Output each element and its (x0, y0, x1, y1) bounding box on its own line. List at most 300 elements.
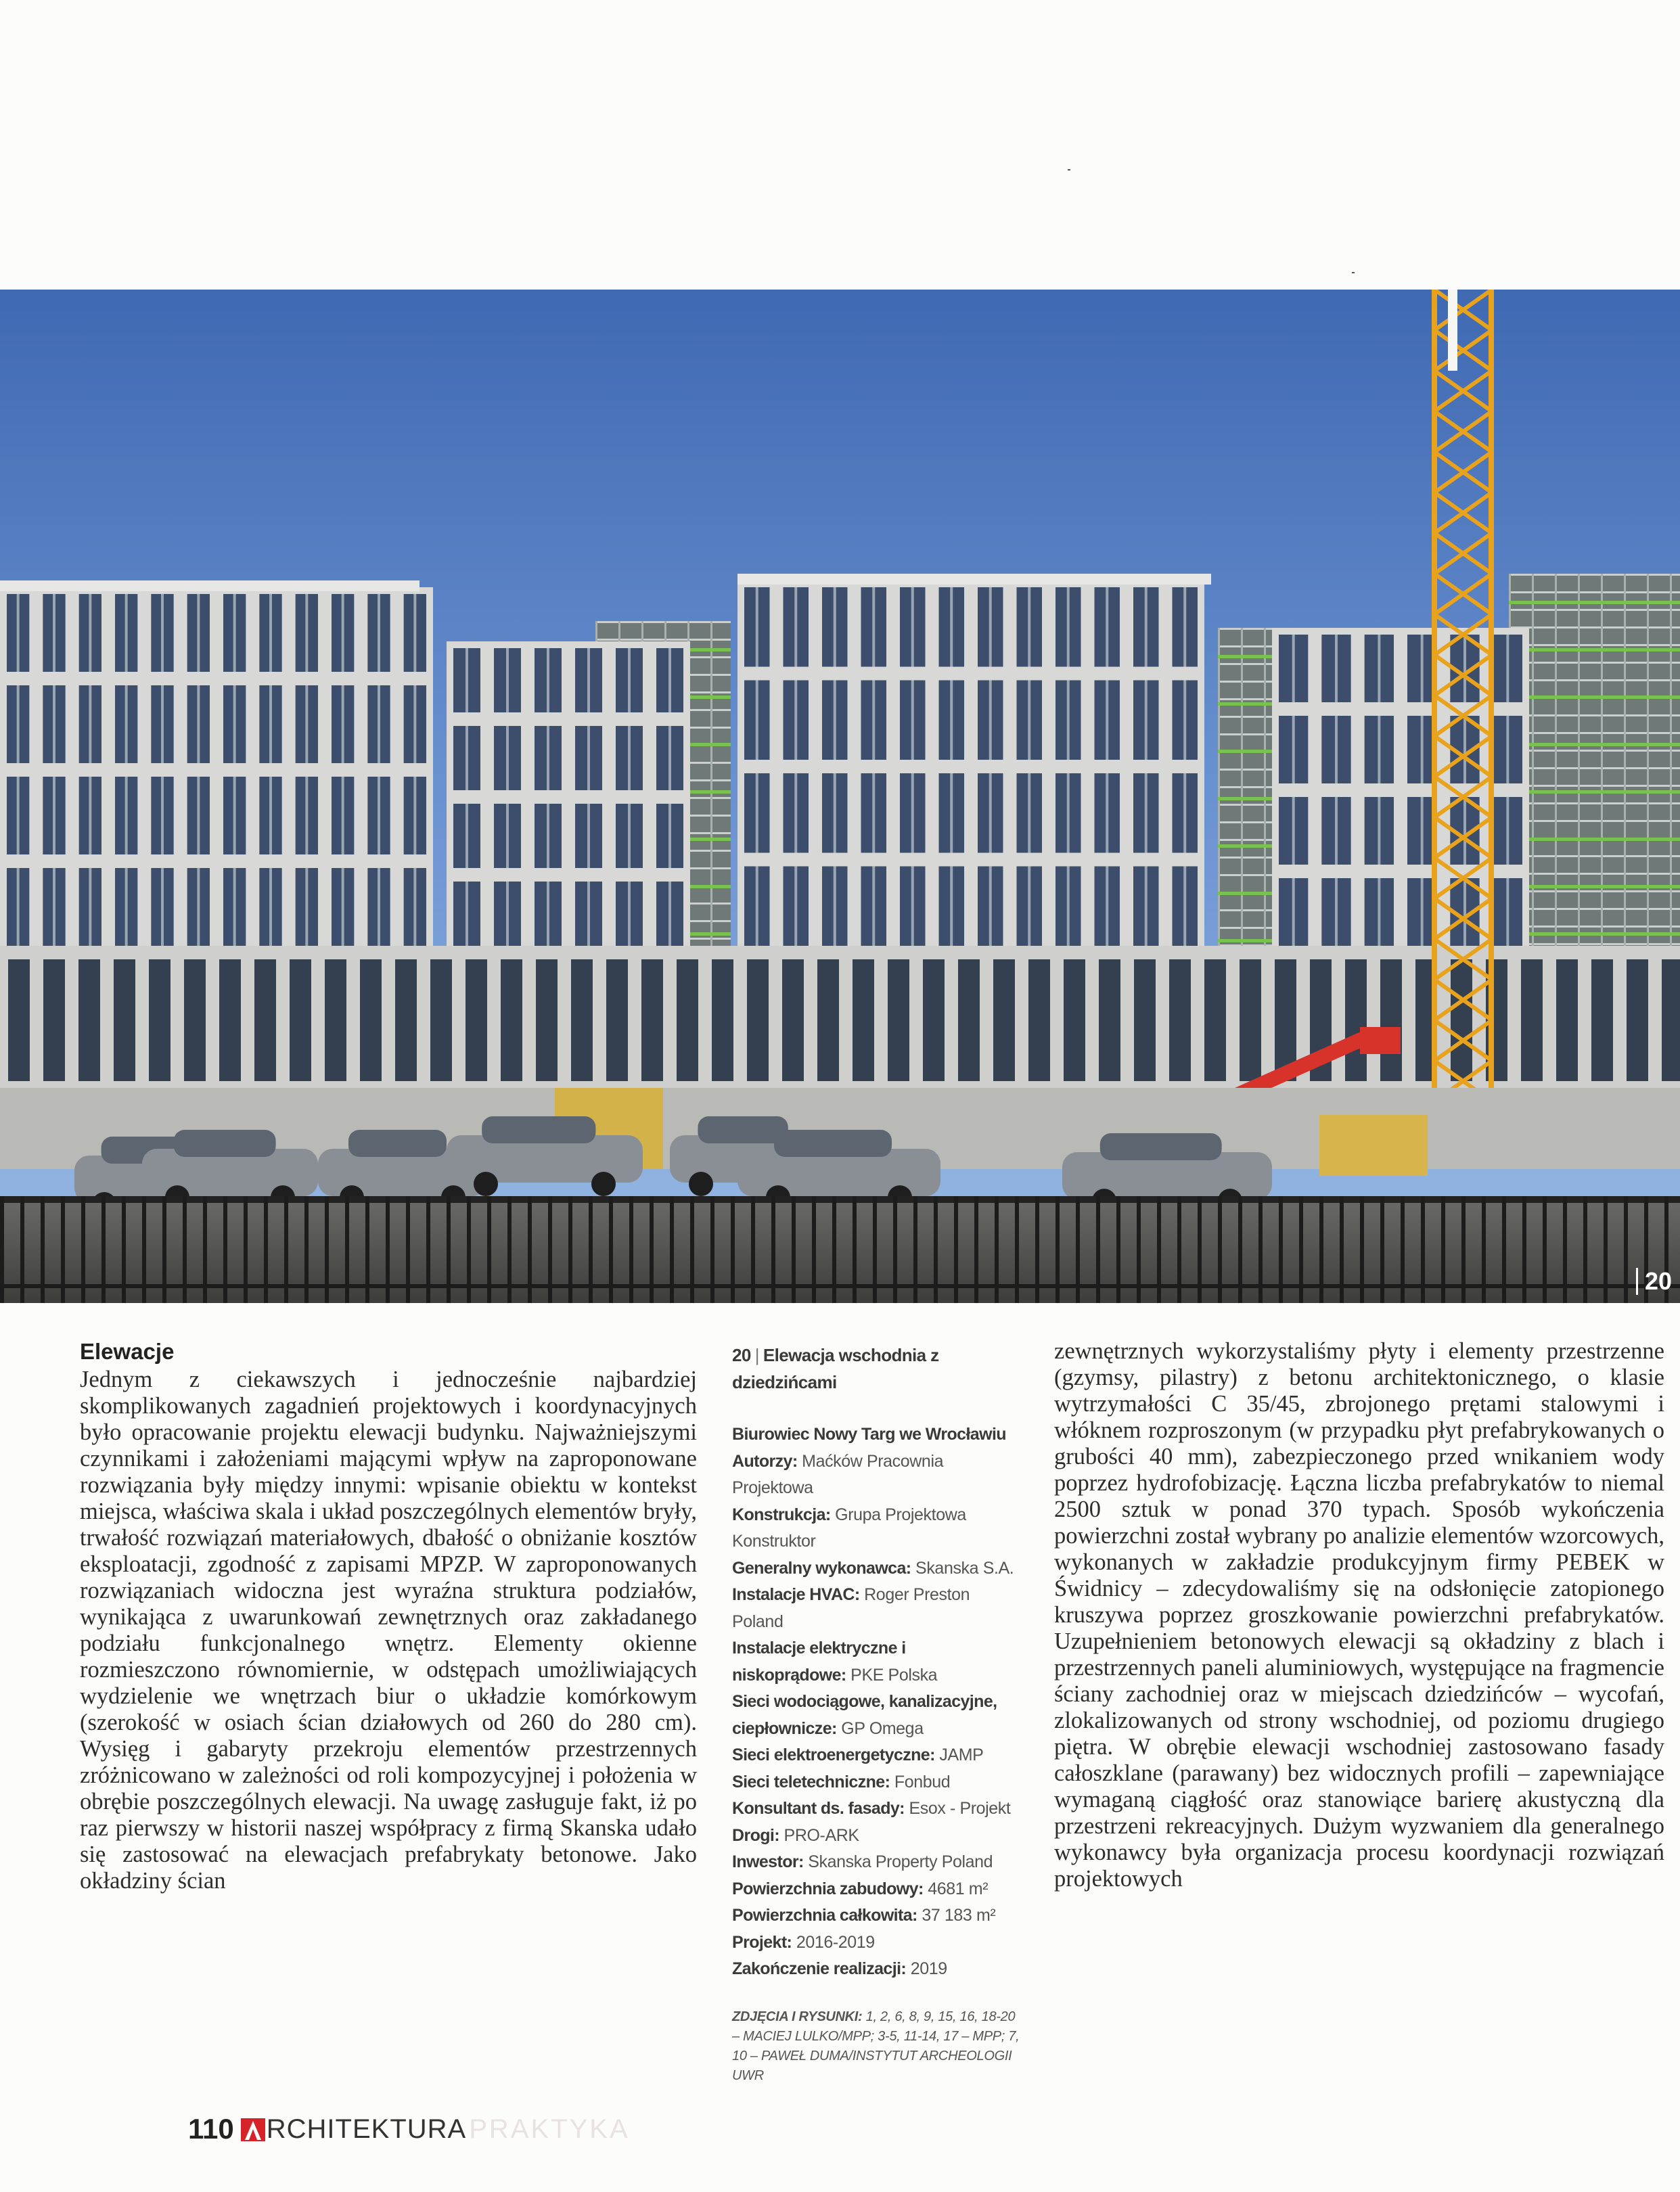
mullion (378, 777, 380, 854)
ground-window (1134, 959, 1156, 1081)
caption-heading (732, 1342, 1023, 1396)
mullion (1421, 797, 1424, 865)
magazine-section: PRAKTYKA (469, 2114, 630, 2144)
mullion (587, 648, 590, 712)
mullion (53, 685, 55, 763)
safety-net (1509, 790, 1680, 794)
mullion (1421, 716, 1424, 783)
ground-window (1099, 959, 1120, 1081)
mullion (233, 777, 236, 854)
magazine-logo-icon (241, 2117, 265, 2141)
photo-number: 20 (1636, 1268, 1672, 1295)
ground-window (993, 959, 1015, 1081)
mullion (53, 594, 55, 672)
scaffold-deck (1509, 785, 1680, 787)
mullion (89, 868, 91, 946)
credit-key: Drogi: (732, 1825, 779, 1845)
mullion (756, 867, 758, 946)
mullion (305, 685, 308, 763)
mullion (17, 777, 20, 854)
mullion (305, 594, 308, 672)
mullion (378, 868, 380, 946)
mullion (269, 685, 272, 763)
mullion (1028, 681, 1030, 760)
scaffold-deck (1509, 574, 1680, 576)
safety-net (1509, 885, 1680, 888)
scaffold-deck (1509, 820, 1680, 822)
mullion (1067, 773, 1070, 853)
ground-window (501, 959, 522, 1081)
ground-window (1556, 959, 1578, 1081)
mullion (1028, 867, 1030, 946)
photo-credits-text: 1, 2, 6, 8, 9, 15, 16, 18-20 – MACIEJ LULKO/MPP; 3-5, 11-14, 17 – MPP; 7, 10 – PAWEŁ DUMA/INSTYTUT ARCHEOLOGII UWR (732, 2009, 1020, 2083)
mullion (53, 777, 55, 854)
mullion (89, 594, 91, 672)
ground-window (1204, 959, 1226, 1081)
article-paragraph: Jednym z ciekawszych i jednocześnie najbardziej skomplikowanych zagadnień projektowych i koordynacyjnych było opracowanie projektu elewacji budynku. Najważniejszymi czynnikami i założeniami mającymi wpływ na zaproponowane rozwiązania były między innymi: wpisanie obiektu w kontekst miejsca, właściwa skala i układ poszczególnych elementów bryły, trwałość rozwiązań materiałowych, dbałość o obniżanie kosztów eksploatacji, zgodność z zapisami MPZP. W zaproponowanych rozwiązaniach widoczna jest wyraźna struktura podziałów, wynikająca z uwarunkowań zewnętrznych oraz zakładanego podziału funkcjonalnego wnętrz. Elementy okienne rozmieszczono równomiernie, w odstępach umożliwiających wydzielenie we wnętrzach biur o układzie komórkowym (szerokość w osiach ścian działowych od 260 do 280 cm). Wysięg i gabaryty przekroju elementów przestrzennych zróżnicowano w zależności od roli kompozycyjnej i położenia w obrębie poszczególnych elewacji. Na uwagę zasługuje fakt, iż po raz pierwszy w historii naszej współpracy z firmą Skanska udało się zastosować na elewacjach prefabrykaty betonowe. Jako okładziny ścian (80, 1367, 697, 1894)
mullion (1183, 867, 1186, 946)
scaffold-post (1241, 628, 1243, 953)
scaffold-deck (1509, 926, 1680, 928)
mullion (1145, 773, 1148, 853)
credit-value: 2016-2019 (792, 1932, 875, 1952)
credit-item (732, 1902, 1023, 1930)
credit-item (732, 1769, 1023, 1796)
ground-window (430, 959, 452, 1081)
scaffold-deck (1509, 591, 1680, 593)
mullion (547, 726, 549, 790)
credit-key: Powierzchnia zabudowy: (732, 1879, 924, 1898)
scaffold-post (1601, 574, 1603, 953)
ground-window (853, 959, 874, 1081)
mullion (161, 777, 164, 854)
caption-label: Elewacja wschodnia z dziedzińcami (732, 1345, 939, 1392)
scaffold-post (1218, 628, 1220, 953)
mullion (911, 773, 914, 853)
scaffold-deck (1509, 714, 1680, 716)
building-facade (0, 574, 1680, 1088)
mullion (466, 648, 468, 712)
mullion (342, 868, 344, 946)
ground-window (149, 959, 171, 1081)
credit-item (732, 1742, 1023, 1769)
credit-key: Powierzchnia całkowita: (732, 1906, 917, 1925)
mullion (378, 685, 380, 763)
safety-net (1509, 601, 1680, 604)
mullion (342, 685, 344, 763)
mullion (1335, 797, 1338, 865)
ground-window (958, 959, 980, 1081)
mullion (834, 867, 836, 946)
credit-item (732, 1796, 1023, 1823)
credit-value: 37 183 m² (917, 1906, 996, 1925)
mullion (950, 587, 953, 667)
mullion (1106, 587, 1108, 667)
mullion (17, 868, 20, 946)
scaffold-post (1578, 574, 1580, 953)
ground-window (219, 959, 241, 1081)
mullion (1106, 867, 1108, 946)
article-column-3 (1054, 1338, 1664, 1892)
photo-caption (732, 1342, 1023, 2086)
mullion (413, 777, 416, 854)
credit-item (732, 1635, 1023, 1689)
mullion (1292, 878, 1295, 946)
mullion (1067, 587, 1070, 667)
ground-window (78, 959, 100, 1081)
mullion (413, 685, 416, 763)
credit-key: Konstrukcja: (732, 1505, 831, 1524)
credit-key: Konsultant ds. fasady: (732, 1799, 905, 1818)
mullion (756, 587, 758, 667)
mullion (1463, 878, 1466, 946)
credit-value: JAMP (934, 1745, 984, 1764)
credit-item (732, 1582, 1023, 1635)
mullion (547, 804, 549, 868)
mullion (17, 594, 20, 672)
mullion (1183, 773, 1186, 853)
mullion (466, 726, 468, 790)
ground-window (571, 959, 593, 1081)
scaffold-deck (1509, 750, 1680, 752)
credit-value: Fonbud (890, 1772, 951, 1791)
mullion (587, 726, 590, 790)
ground-window (712, 959, 733, 1081)
mullion (1463, 797, 1466, 865)
scaffold-post (1624, 574, 1626, 953)
mullion (668, 726, 671, 790)
scaffold-post (1264, 628, 1266, 953)
mullion (547, 882, 549, 946)
magazine-name: RCHITEKTURA (266, 2114, 467, 2144)
mullion (506, 726, 509, 790)
mullion (17, 685, 20, 763)
ground-window (8, 959, 30, 1081)
ground-window (254, 959, 276, 1081)
mullion (89, 777, 91, 854)
mullion (1145, 681, 1148, 760)
mullion (233, 868, 236, 946)
mullion (911, 587, 914, 667)
mullion (1145, 587, 1148, 667)
credit-key: Generalny wykonawca: (732, 1558, 911, 1578)
mullion (834, 773, 836, 853)
mullion (950, 773, 953, 853)
mullion (668, 882, 671, 946)
scaffold-deck (1509, 644, 1680, 646)
mullion (378, 594, 380, 672)
scaffold-deck (1509, 626, 1680, 629)
mullion (1506, 716, 1509, 783)
ground-window (1028, 959, 1050, 1081)
mullion (989, 587, 992, 667)
mullion (506, 882, 509, 946)
ground-window (817, 959, 839, 1081)
mullion (1292, 716, 1295, 783)
mullion (1463, 635, 1466, 702)
mullion (989, 681, 992, 760)
mullion (1292, 635, 1295, 702)
credit-item (732, 1823, 1023, 1850)
scaffold-deck (1509, 679, 1680, 681)
mullion (668, 804, 671, 868)
scaffold-deck (1509, 732, 1680, 734)
ground-window (395, 959, 417, 1081)
mullion (342, 777, 344, 854)
mullion (1378, 878, 1380, 946)
credit-value: Roger Preston Poland (732, 1585, 970, 1631)
safety-net (1509, 695, 1680, 699)
ground-window (1064, 959, 1085, 1081)
credit-item (732, 1448, 1023, 1502)
scaffold-post (710, 621, 712, 953)
mullion (628, 804, 631, 868)
credit-value: PRO-ARK (779, 1825, 859, 1845)
caption-separator: | (754, 1345, 759, 1365)
mullion (1292, 797, 1295, 865)
ground-window (184, 959, 206, 1081)
credit-value: Skanska S.A. (911, 1558, 1014, 1578)
scan-speck (1068, 169, 1070, 170)
credit-key: Sieci elektroenergetyczne: (732, 1745, 935, 1764)
mullion (1463, 716, 1466, 783)
safety-net (1509, 743, 1680, 746)
mullion (269, 594, 272, 672)
ground-window (1380, 959, 1402, 1081)
scaffold-post (1555, 574, 1557, 953)
ground-window (114, 959, 135, 1081)
mullion (1506, 635, 1509, 702)
credit-key: Autorzy: (732, 1451, 798, 1471)
photo-credits-label: ZDJĘCIA I RYSUNKI: (732, 2009, 863, 2024)
credit-item (732, 1956, 1023, 1983)
credit-item (732, 1502, 1023, 1555)
mullion (756, 773, 758, 853)
mullion (305, 868, 308, 946)
mullion (1067, 867, 1070, 946)
ground-window (466, 959, 487, 1081)
credit-value: 2019 (906, 1959, 947, 1978)
ground-window (923, 959, 945, 1081)
mullion (125, 777, 128, 854)
mullion (197, 594, 200, 672)
mullion (1335, 716, 1338, 783)
mullion (466, 882, 468, 946)
ground-window (1521, 959, 1543, 1081)
credit-value: GP Omega (836, 1718, 924, 1738)
mullion (506, 804, 509, 868)
credit-key: Sieci wodociągowe, kanalizacyjne, ciepłownicze: (732, 1692, 997, 1738)
mullion (911, 867, 914, 946)
mullion (794, 773, 797, 853)
mullion (1378, 797, 1380, 865)
ground-window (606, 959, 628, 1081)
building-photo (0, 290, 1680, 1303)
mullion (628, 726, 631, 790)
page-footer (188, 2112, 630, 2146)
cornice (737, 574, 1211, 585)
ground-window (888, 959, 909, 1081)
mullion (1106, 681, 1108, 760)
scaffold-deck (1509, 767, 1680, 769)
mullion (1421, 878, 1424, 946)
mullion (233, 594, 236, 672)
cornice (0, 580, 419, 591)
credit-value: 4681 m² (923, 1879, 989, 1898)
scaffold-post (1647, 574, 1649, 953)
mullion (989, 867, 992, 946)
mullion (53, 868, 55, 946)
mullion (161, 685, 164, 763)
mullion (1145, 867, 1148, 946)
ground-window (536, 959, 558, 1081)
mullion (1335, 878, 1338, 946)
mullion (834, 587, 836, 667)
credit-value: Skanska Property Poland (803, 1852, 993, 1871)
mullion (794, 681, 797, 760)
credit-key: Projekt: (732, 1932, 792, 1952)
credit-value: PKE Polska (846, 1665, 938, 1685)
credit-key: Instalacje HVAC: (732, 1585, 860, 1604)
ground-window (782, 959, 804, 1081)
mullion (989, 773, 992, 853)
photo-credits (732, 2007, 1023, 2086)
mullion (547, 648, 549, 712)
mullion (668, 648, 671, 712)
credit-item (732, 1689, 1023, 1742)
mullion (269, 777, 272, 854)
mullion (587, 804, 590, 868)
mullion (872, 587, 875, 667)
ground-window (1240, 959, 1261, 1081)
project-title: Biurowiec Nowy Targ we Wrocławiu (732, 1425, 1006, 1444)
mullion (342, 594, 344, 672)
article-column-1 (80, 1338, 697, 1894)
mullion (125, 685, 128, 763)
scaffold-deck (1509, 908, 1680, 910)
mullion (911, 681, 914, 760)
ground-window (1345, 959, 1367, 1081)
mullion (1028, 587, 1030, 667)
facade-block (447, 641, 690, 953)
mullion (161, 594, 164, 672)
mullion (872, 773, 875, 853)
ground-window (1169, 959, 1191, 1081)
scaffold-deck (1509, 943, 1680, 945)
mullion (413, 868, 416, 946)
mullion (756, 681, 758, 760)
article-paragraph: zewnętrznych wykorzystaliśmy płyty i elementy przestrzenne (gzymsy, pilastry) z betonu architektonicznego, o klasie wytrzymałości C 35/45, zbrojonego prętami stalowymi i włóknem rozproszonym (w przypadku płyt prefabrykowanych o grubości 40 mm), zabezpieczonego przed wnikaniem wody poprzez hydrofobizację. Łączna liczba prefabrykatów to niemal 2500 sztuk w ponad 370 typach. Sposób wykończenia powierzchni został wybrany po analizie elementów wzorcowych, wykonanych w zakładzie produkcyjnym firmy PEBEK w Świdnicy – zdecydowaliśmy się na odsłonięcie zatopionego kruszywa poprzez groszkowanie powierzchni prefabrykatów. Uzupełnieniem betonowych elewacji są okładziny z blach i przestrzennych paneli aluminiowych, występujące na fragmencie ściany zachodniej oraz w miejscach dziedzińców – wycofań, zlokalizowanych od strony wschodniej, od poziomu drugiego piętra. W obrębie elewacji wschodniej zastosowano fasady całoszklane (parawany) bez widocznych profili – zapewniające wymaganą ciągłość oraz stanowiące barierę akustyczną dla przestrzeni rekreacyjnych. Dużym wyzwaniem dla generalnego wykonawcy była organizacja procesu koordynacji rozwiązań projektowych (1054, 1338, 1664, 1892)
mullion (1506, 797, 1509, 865)
photo-illustration (0, 290, 1680, 1303)
mullion (1183, 681, 1186, 760)
mullion (1335, 635, 1338, 702)
safety-net (1509, 838, 1680, 841)
mullion (466, 804, 468, 868)
scaffold-deck (1509, 609, 1680, 611)
mullion (269, 868, 272, 946)
ground-window (360, 959, 382, 1081)
scan-speck (1352, 272, 1355, 273)
mullion (413, 594, 416, 672)
mullion (1106, 773, 1108, 853)
scaffold-deck (1509, 802, 1680, 804)
mullion (950, 681, 953, 760)
ground-window (1662, 959, 1680, 1081)
mullion (628, 648, 631, 712)
safety-net (1509, 648, 1680, 652)
ground-window (747, 959, 769, 1081)
credit-key: Instalacje elektryczne i niskoprądowe: (732, 1639, 906, 1685)
ground-window (325, 959, 346, 1081)
mullion (1378, 716, 1380, 783)
mullion (197, 685, 200, 763)
ground-window (641, 959, 663, 1081)
credit-key: Inwestor: (732, 1852, 804, 1871)
credit-item (732, 1930, 1023, 1957)
mullion (197, 868, 200, 946)
ground-window (677, 959, 698, 1081)
mullion (1421, 635, 1424, 702)
mullion (1378, 635, 1380, 702)
page-number: 110 (188, 2113, 234, 2145)
mullion (794, 867, 797, 946)
project-credits (732, 1448, 1023, 1983)
mullion (794, 587, 797, 667)
credit-key: Sieci teletechniczne: (732, 1772, 890, 1791)
ground-window (1451, 959, 1472, 1081)
mullion (197, 777, 200, 854)
mullion (950, 867, 953, 946)
mullion (125, 868, 128, 946)
credit-value: Maćków Pracownia Projektowa (732, 1451, 944, 1497)
scaffold-post (1670, 574, 1672, 953)
scaffold-zone (1509, 574, 1680, 953)
ground-window (1591, 959, 1613, 1081)
mullion (1067, 681, 1070, 760)
mullion (161, 868, 164, 946)
credit-item (732, 1555, 1023, 1582)
credit-value: Esox - Projekt (904, 1799, 1011, 1818)
mullion (506, 648, 509, 712)
scaffold-deck (1509, 662, 1680, 664)
mullion (1506, 878, 1509, 946)
mullion (1183, 587, 1186, 667)
credit-value: Grupa Projektowa Konstruktor (732, 1505, 966, 1551)
credit-item (732, 1876, 1023, 1903)
ground-window (43, 959, 65, 1081)
scaffold-deck (1509, 855, 1680, 857)
ground-window (1627, 959, 1648, 1081)
mullion (305, 777, 308, 854)
mullion (1028, 773, 1030, 853)
mullion (628, 882, 631, 946)
scaffold-deck (1509, 890, 1680, 892)
credit-item (732, 1849, 1023, 1876)
mullion (834, 681, 836, 760)
safety-net (1509, 932, 1680, 936)
scaffold-post (1532, 574, 1534, 953)
mullion (872, 867, 875, 946)
caption-number: 20 (732, 1345, 751, 1365)
section-heading: Elewacje (80, 1339, 175, 1364)
ground-window (290, 959, 311, 1081)
credit-key: Zakończenie realizacji: (732, 1959, 907, 1978)
mullion (89, 685, 91, 763)
mullion (125, 594, 128, 672)
mullion (587, 882, 590, 946)
mullion (233, 685, 236, 763)
